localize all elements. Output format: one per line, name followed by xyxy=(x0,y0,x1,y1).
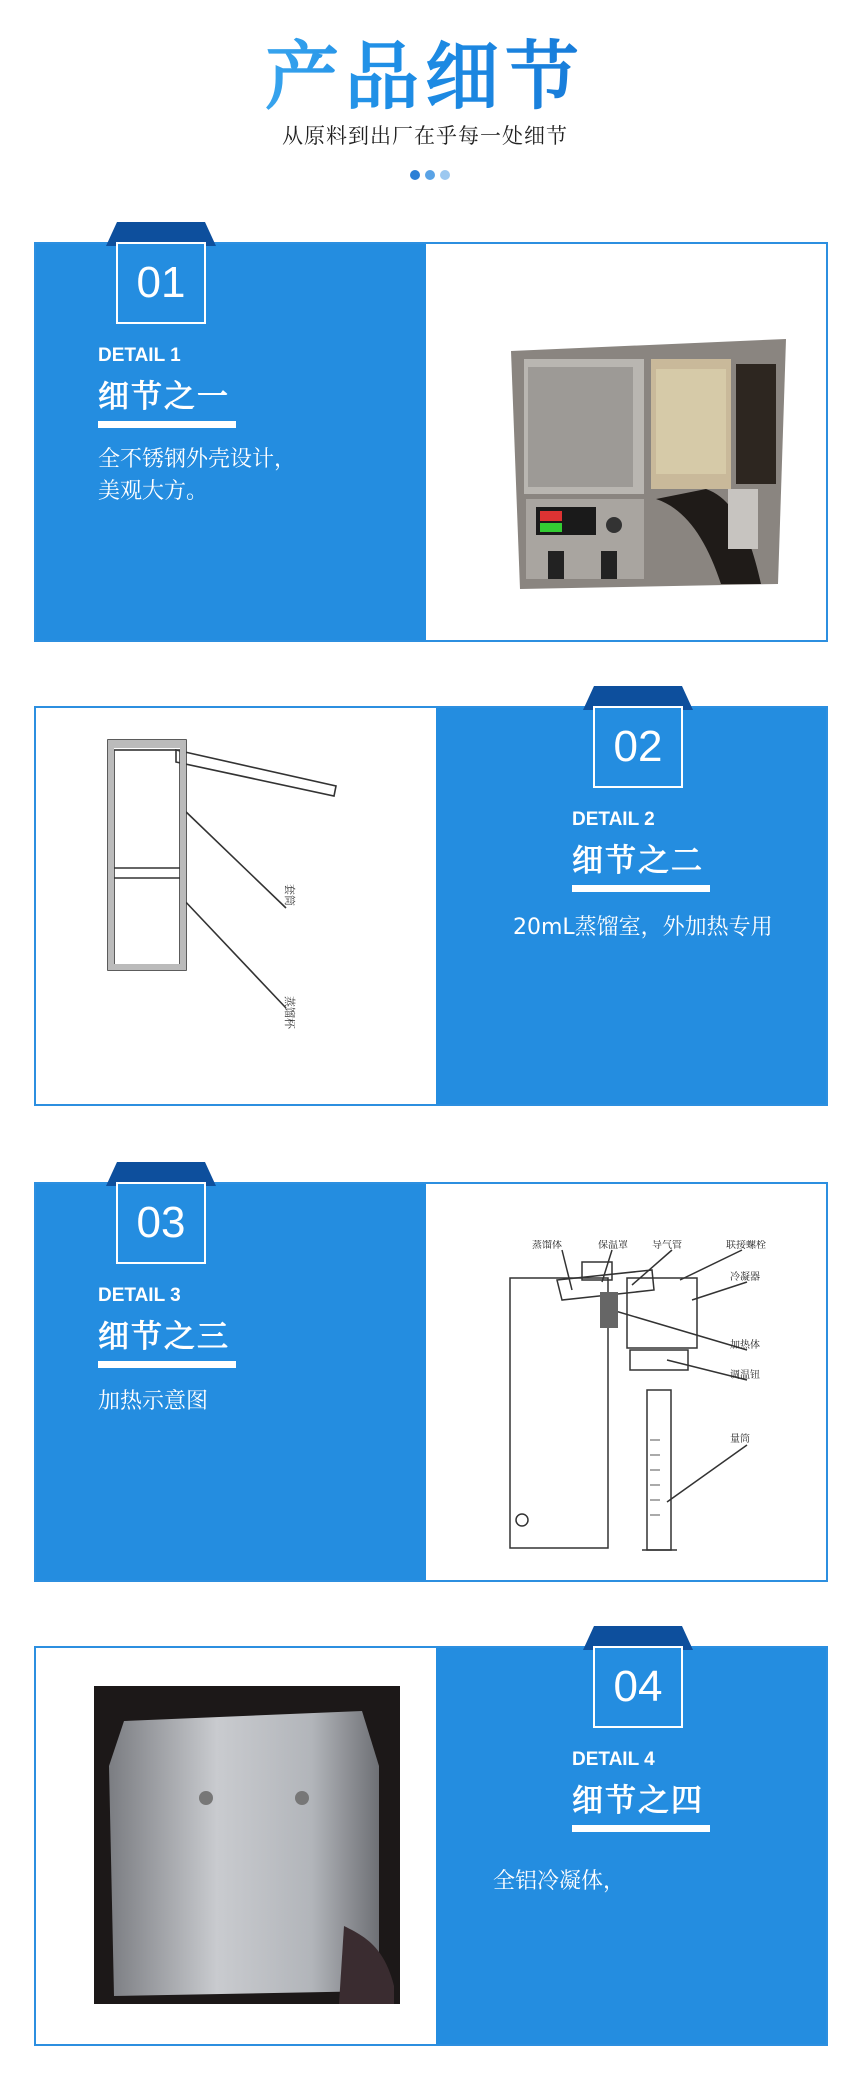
section-number: 03 xyxy=(116,1182,206,1264)
detail-panel-1 xyxy=(36,244,426,640)
detail-section-1 xyxy=(34,242,828,642)
detail-label: DETAIL 1 xyxy=(98,345,181,366)
page-indicator-dots xyxy=(410,170,450,180)
detail-title: 细节之四 xyxy=(572,1783,704,1819)
section-number: 02 xyxy=(593,706,683,788)
title-underline xyxy=(98,421,236,428)
stainless-steel-cabinet-photo xyxy=(506,339,791,593)
detail-panel-4 xyxy=(436,1648,826,2044)
detail-label: DETAIL 3 xyxy=(98,1285,181,1306)
title-underline xyxy=(98,1361,236,1368)
detail-panel-2 xyxy=(436,708,826,1104)
detail-title: 细节之一 xyxy=(98,379,230,415)
detail-section-3 xyxy=(34,1182,828,1582)
detail-section-4 xyxy=(34,1646,828,2046)
section-number: 04 xyxy=(593,1646,683,1728)
svg-text:保温罩: 保温罩 xyxy=(598,1240,628,1251)
heating-diagram xyxy=(502,1240,802,1564)
detail-description: 20mL蒸馏室，外加热专用 xyxy=(513,915,773,940)
distillation-chamber-drawing xyxy=(96,728,346,1072)
page-title: 产品细节 xyxy=(0,18,850,124)
page-subtitle: 从原料到出厂在乎每一处细节 xyxy=(282,124,568,148)
detail-panel-3 xyxy=(36,1184,426,1580)
svg-text:套筒: 套筒 xyxy=(283,884,296,906)
svg-text:联接螺栓: 联接螺栓 xyxy=(726,1240,766,1251)
section-number: 01 xyxy=(116,242,206,324)
svg-text:冷凝器: 冷凝器 xyxy=(730,1272,760,1283)
aluminum-condenser-photo xyxy=(94,1686,400,2008)
detail-description: 全铝冷凝体， xyxy=(493,1869,626,1894)
detail-section-2 xyxy=(34,706,828,1106)
detail-description: 全不锈钢外壳设计， 美观大方。 xyxy=(98,447,297,504)
detail-label: DETAIL 4 xyxy=(572,1749,655,1770)
svg-text:蒸馏杯: 蒸馏杯 xyxy=(283,996,296,1029)
detail-label: DETAIL 2 xyxy=(572,809,655,830)
svg-text:蒸馏体: 蒸馏体 xyxy=(532,1240,562,1251)
title-underline xyxy=(572,1825,710,1832)
detail-title: 细节之三 xyxy=(98,1319,230,1355)
svg-text:加热体: 加热体 xyxy=(730,1340,760,1351)
title-underline xyxy=(572,885,710,892)
svg-text:调温钮: 调温钮 xyxy=(730,1370,760,1381)
svg-text:导气管: 导气管 xyxy=(652,1240,682,1251)
detail-title: 细节之二 xyxy=(572,843,704,879)
svg-text:量筒: 量筒 xyxy=(730,1434,750,1445)
detail-description: 加热示意图 xyxy=(98,1389,209,1414)
